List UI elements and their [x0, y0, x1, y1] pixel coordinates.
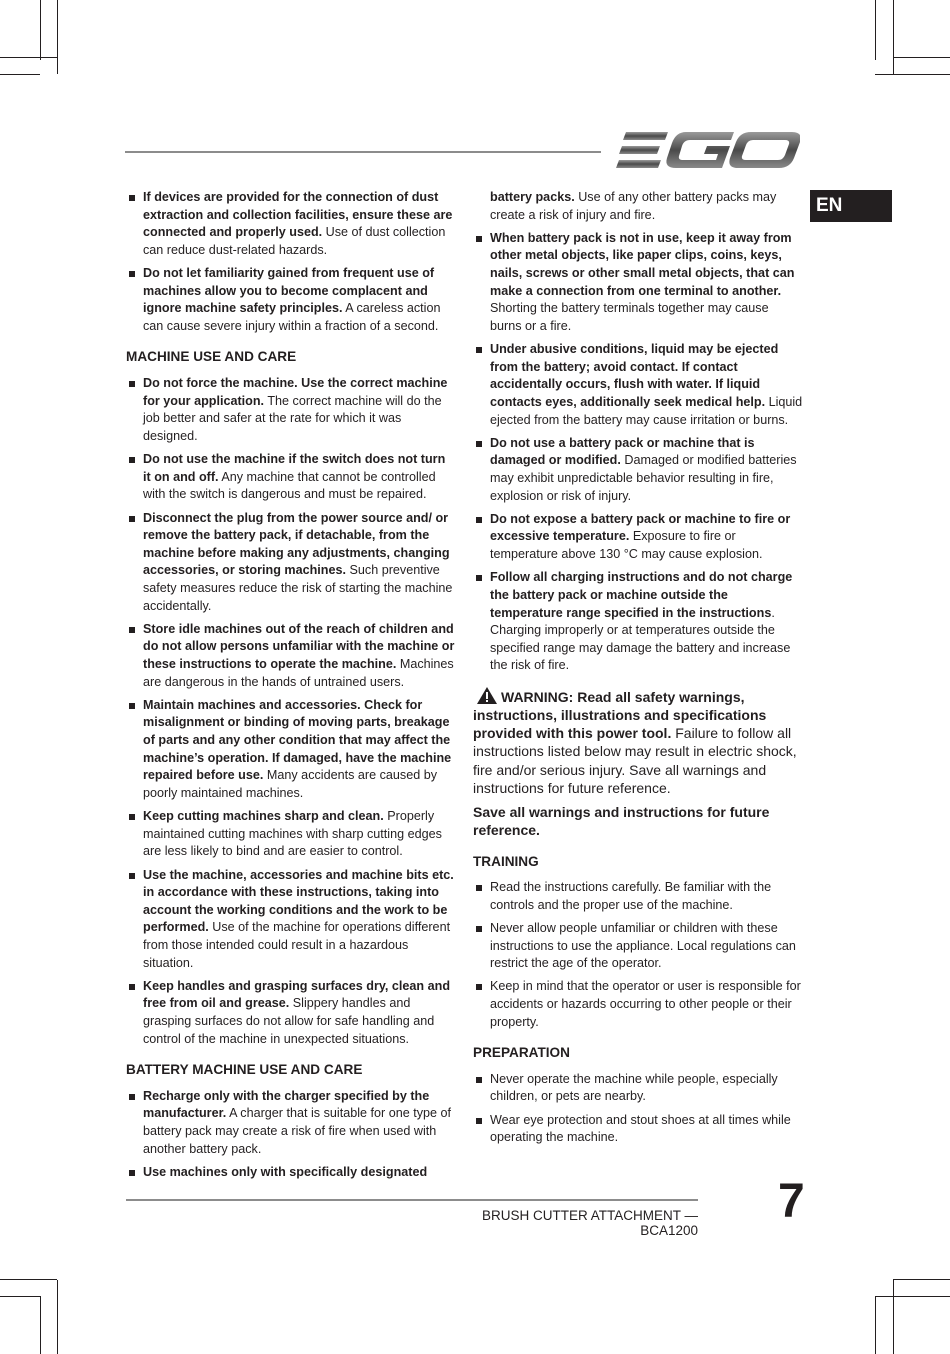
bullet-square-icon — [129, 195, 135, 201]
list-item: Keep in mind that the operator or user is responsible for accidents or hazards occurring to other people or their property. — [473, 978, 803, 1031]
bullet-square-icon — [129, 457, 135, 463]
crop-mark — [893, 1280, 894, 1354]
crop-mark — [40, 0, 41, 60]
ego-logo — [616, 128, 800, 172]
bullet-square-icon — [129, 873, 135, 879]
bullet-square-icon — [129, 814, 135, 820]
crop-mark — [57, 1280, 58, 1354]
crop-mark — [875, 74, 950, 75]
section-heading: PREPARATION — [473, 1045, 570, 1061]
list-item: If devices are provided for the connection of dust extraction and collection facilities, ensure these are connected and properly used. Use of dust collection can reduce dust-related hazards. — [126, 189, 456, 259]
list-item: Follow all charging instructions and do not charge the battery pack or machine outside the temperature range specified in the instructions. Charging improperly or at temperatures outside the specified range may damage the battery and increase the risk of fire. — [473, 569, 803, 675]
list-item: Never operate the machine while people, especially children, or pets are nearby. — [473, 1071, 803, 1106]
bullet-square-icon — [476, 575, 482, 581]
list-item: Wear eye protection and stout shoes at all times while operating the machine. — [473, 1112, 803, 1147]
crop-mark — [893, 57, 950, 58]
bullet-square-icon — [476, 1118, 482, 1124]
list-item: Do not expose a battery pack or machine to fire or excessive temperature. Exposure to fire or temperature above 130 °C may cause explosion. — [473, 511, 803, 564]
bullet-square-icon — [129, 627, 135, 633]
document-title: BRUSH CUTTER ATTACHMENT — BCA1200 — [481, 1208, 698, 1238]
page-number: 7 — [778, 1175, 803, 1228]
left-column — [126, 189, 456, 1187]
list-item: Do not use the machine if the switch does not turn it on and off. Any machine that cannot be controlled with the switch is dangerous and must be repaired. — [126, 451, 456, 504]
bullet-square-icon — [476, 1077, 482, 1083]
list-item: Do not let familiarity gained from frequent use of machines allow you to become complacent and ignore machine safety principles. A careless action can cause severe injury within a fraction of a second. — [126, 265, 456, 335]
bullet-square-icon — [129, 984, 135, 990]
list-item: Keep handles and grasping surfaces dry, clean and free from oil and grease. Slippery handles and grasping surfaces do not allow for safe handling and control of the machine in unexpected situations. — [126, 978, 456, 1048]
crop-mark — [875, 1296, 950, 1297]
list-item: Under abusive conditions, liquid may be ejected from the battery; avoid contact. If contact accidentally occurs, flush with water. If liquid contacts eyes, additionally seek medical help. Liquid ejected from the battery may cause irritation or burns. — [473, 341, 803, 429]
list-item-continued: battery packs. Use of any other battery packs may create a risk of injury and fire. — [490, 190, 777, 222]
crop-mark — [0, 1296, 40, 1297]
bullet-square-icon — [129, 516, 135, 522]
list-item: Do not use a battery pack or machine that is damaged or modified. Damaged or modified batteries may exhibit unpredictable behavior resulting in fire, explosion or risk of injury. — [473, 435, 803, 505]
list-item: Never allow people unfamiliar or children with these instructions to use the appliance. Local regulations can restrict the age of the operator. — [473, 920, 803, 973]
header-rule — [125, 151, 601, 153]
bullet-square-icon — [129, 703, 135, 709]
bullet-square-icon — [476, 347, 482, 353]
list-item: Store idle machines out of the reach of children and do not allow persons unfamiliar with the machine or these instructions to operate the machine. Machines are dangerous in the hands of untrained users. — [126, 621, 456, 691]
bullet-square-icon — [129, 271, 135, 277]
bullet-square-icon — [129, 1094, 135, 1100]
crop-mark — [0, 74, 40, 75]
crop-mark — [0, 1279, 57, 1280]
list-item: Maintain machines and accessories. Check for misalignment or binding of moving parts, breakage of parts and any other condition that may affect the machine’s operation. If damaged, have the machine repaired before use. Many accidents are caused by poorly maintained machines. — [126, 697, 456, 803]
bullet-square-icon — [476, 236, 482, 242]
bullet-square-icon — [476, 517, 482, 523]
save-instructions-text: Save all warnings and instructions for future reference. — [473, 804, 770, 839]
list-item: Keep cutting machines sharp and clean. Properly maintained cutting machines with sharp cutting edges are less likely to bind and are easier to control. — [126, 808, 456, 861]
crop-mark — [893, 0, 894, 74]
right-column — [473, 189, 803, 1153]
crop-mark — [0, 57, 57, 58]
list-item: When battery pack is not in use, keep it away from other metal objects, like paper clips, coins, keys, nails, screws or other small metal objects, that can make a connection from one terminal to another. Shorting the battery terminals together may cause burns or a fire. — [473, 230, 803, 336]
crop-mark — [875, 1296, 876, 1354]
section-heading: BATTERY MACHINE USE AND CARE — [126, 1062, 363, 1078]
warning-triangle-icon — [477, 687, 497, 704]
list-item: Recharge only with the charger specified by the manufacturer. A charger that is suitable for one type of battery pack may create a risk of fire when used with another battery pack. — [126, 1088, 456, 1158]
section-heading: TRAINING — [473, 853, 539, 869]
crop-mark — [893, 1279, 950, 1280]
list-item: Use machines only with specifically designated — [126, 1164, 456, 1182]
footer-rule — [126, 1199, 698, 1201]
list-item: Read the instructions carefully. Be familiar with the controls and the proper use of the machine. — [473, 879, 803, 914]
bullet-square-icon — [476, 441, 482, 447]
crop-mark — [57, 0, 58, 74]
bullet-square-icon — [476, 926, 482, 932]
bullet-square-icon — [129, 1170, 135, 1176]
bullet-square-icon — [476, 984, 482, 990]
crop-mark — [875, 0, 876, 60]
crop-mark — [40, 1296, 41, 1354]
warning-paragraph: WARNING: Read all safety warnings, instructions, illustrations and specifications provided with this power tool. Failure to follow all instructions listed below may result in electric shock, fire and/or serious injury. Save all warnings and instructions for future reference. — [473, 688, 797, 796]
bullet-square-icon — [476, 885, 482, 891]
list-item: Disconnect the plug from the power source and/ or remove the battery pack, if detachable, from the machine before making any adjustments, changing accessories, or storing machines. Such preventive safety measures reduce the risk of starting the machine accidentally. — [126, 510, 456, 616]
list-item: Use the machine, accessories and machine bits etc. in accordance with these instructions, taking into account the working conditions and the work to be performed. Use of the machine for operations different from those intended could result in a hazardous situation. — [126, 867, 456, 973]
language-tab: EN — [810, 190, 892, 222]
section-heading: MACHINE USE AND CARE — [126, 349, 297, 365]
bullet-square-icon — [129, 381, 135, 387]
list-item: Do not force the machine. Use the correct machine for your application. The correct machine will do the job better and safer at the rate for which it was designed. — [126, 375, 456, 445]
